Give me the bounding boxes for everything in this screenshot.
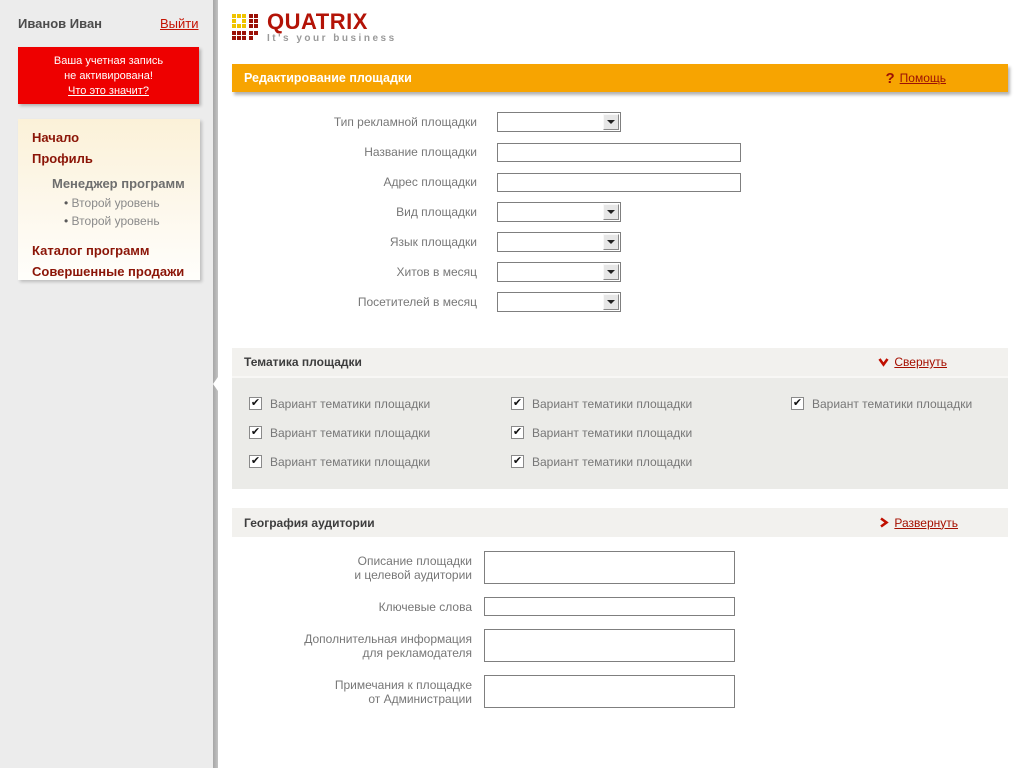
sidebar bbox=[0, 0, 213, 768]
form-row bbox=[232, 629, 1008, 662]
dropdown-button[interactable] bbox=[603, 294, 619, 310]
chevron-down-icon bbox=[878, 357, 889, 367]
form-row bbox=[232, 172, 1008, 192]
expand-toggle[interactable] bbox=[879, 508, 958, 537]
question-mark-icon: ? bbox=[885, 69, 895, 87]
site-edit-form bbox=[232, 112, 1008, 322]
checkbox-label: Вариант тематики площадки bbox=[532, 396, 693, 411]
page-header bbox=[232, 64, 1008, 92]
checkbox-label: Вариант тематики площадки bbox=[270, 425, 431, 440]
advertiser-info-textarea[interactable] bbox=[484, 629, 735, 662]
sidebar-item-program-catalog[interactable]: Каталог программ bbox=[32, 243, 150, 258]
dropdown-button[interactable] bbox=[603, 114, 619, 130]
page-title: Редактирование площадки bbox=[244, 71, 412, 85]
sidebar-item-completed-sales[interactable]: Совершенные продажи bbox=[32, 264, 185, 279]
chevron-right-icon bbox=[879, 517, 889, 528]
checkbox-label: Вариант тематики площадки bbox=[270, 396, 431, 411]
field-label: Тип рекламной площадки bbox=[333, 115, 477, 129]
topics-section bbox=[232, 348, 1008, 489]
site-address-input[interactable] bbox=[497, 173, 741, 192]
form-row bbox=[232, 232, 1008, 252]
topic-checkbox-item[interactable] bbox=[511, 455, 791, 468]
topics-column-1 bbox=[249, 397, 511, 489]
field-label: Название площадки bbox=[364, 145, 477, 159]
sidebar-item-second-level-2[interactable]: • Второй уровень bbox=[64, 215, 200, 227]
help-link[interactable]: Помощь bbox=[899, 71, 946, 85]
topic-checkbox-item[interactable] bbox=[511, 397, 791, 410]
checkbox-label: Вариант тематики площадки bbox=[270, 454, 431, 469]
field-label: Вид площадки bbox=[396, 205, 477, 219]
hits-per-month-select[interactable] bbox=[497, 262, 621, 282]
alert-line-2: не активирована! bbox=[64, 70, 153, 82]
field-label: Примечания к площадке от Администрации bbox=[334, 678, 472, 706]
field-label: Описание площадки и целевой аудитории bbox=[354, 554, 472, 582]
chevron-down-icon bbox=[607, 240, 615, 244]
topics-column-2 bbox=[511, 397, 791, 489]
dropdown-button[interactable] bbox=[603, 264, 619, 280]
field-label: Язык площадки bbox=[389, 235, 477, 249]
form-row bbox=[232, 202, 1008, 222]
site-type-select[interactable] bbox=[497, 112, 621, 132]
alert-help-link[interactable]: Что это значит? bbox=[68, 85, 149, 97]
checkbox-checked-icon[interactable]: ✔ bbox=[792, 397, 803, 409]
sidebar-collapse-handle[interactable] bbox=[213, 377, 218, 391]
checkbox-checked-icon[interactable]: ✔ bbox=[512, 455, 523, 467]
collapse-link[interactable]: Свернуть bbox=[894, 355, 947, 369]
account-alert bbox=[18, 47, 199, 104]
site-kind-select[interactable] bbox=[497, 202, 621, 222]
site-name-input[interactable] bbox=[497, 143, 741, 162]
alert-line-1: Ваша учетная запись bbox=[53, 55, 164, 67]
topic-checkbox-item[interactable] bbox=[791, 397, 1008, 410]
dropdown-button[interactable] bbox=[603, 204, 619, 220]
form-row bbox=[232, 675, 1008, 708]
field-label: Хитов в месяц bbox=[396, 265, 477, 279]
quatrix-logo-icon bbox=[232, 14, 259, 41]
sidebar-item-program-manager[interactable]: Менеджер программ bbox=[52, 176, 185, 191]
sidebar-menu bbox=[18, 119, 200, 280]
form-row bbox=[232, 142, 1008, 162]
logo-tagline: It's your business bbox=[267, 33, 397, 44]
admin-notes-textarea[interactable] bbox=[484, 675, 735, 708]
checkbox-checked-icon[interactable]: ✔ bbox=[512, 397, 523, 409]
expand-link[interactable]: Развернуть bbox=[894, 515, 958, 530]
checkbox-checked-icon[interactable]: ✔ bbox=[250, 455, 261, 467]
topics-checkbox-grid bbox=[232, 376, 1008, 489]
geography-section bbox=[232, 508, 1008, 537]
checkbox-checked-icon[interactable]: ✔ bbox=[512, 426, 523, 438]
chevron-down-icon bbox=[607, 210, 615, 214]
description-textarea[interactable] bbox=[484, 551, 735, 584]
chevron-down-icon bbox=[607, 120, 615, 124]
section-title: География аудитории bbox=[244, 515, 375, 530]
site-language-select[interactable] bbox=[497, 232, 621, 252]
topic-checkbox-item[interactable] bbox=[249, 397, 511, 410]
field-label: Ключевые слова bbox=[378, 600, 472, 614]
form-row bbox=[232, 112, 1008, 132]
sidebar-item-home[interactable]: Начало bbox=[32, 130, 80, 145]
quatrix-logo[interactable] bbox=[232, 11, 397, 44]
keywords-input[interactable] bbox=[484, 597, 735, 616]
field-label: Адрес площадки bbox=[383, 175, 477, 189]
form-row bbox=[232, 262, 1008, 282]
form-row bbox=[232, 551, 1008, 584]
help-button[interactable] bbox=[885, 64, 946, 92]
field-label: Дополнительная информация для рекламодателя bbox=[304, 632, 472, 660]
field-label: Посетителей в месяц bbox=[357, 295, 477, 309]
user-name: Иванов Иван bbox=[18, 16, 103, 31]
checkbox-label: Вариант тематики площадки bbox=[532, 454, 693, 469]
logo-title: QUATRIX bbox=[267, 9, 368, 34]
sidebar-item-second-level-1[interactable]: • Второй уровень bbox=[64, 197, 200, 209]
checkbox-checked-icon[interactable]: ✔ bbox=[250, 426, 261, 438]
geography-section-header bbox=[232, 508, 1008, 537]
form-row bbox=[232, 292, 1008, 312]
chevron-down-icon bbox=[607, 270, 615, 274]
checkbox-label: Вариант тематики площадки bbox=[532, 425, 693, 440]
dropdown-button[interactable] bbox=[603, 234, 619, 250]
checkbox-label: Вариант тематики площадки bbox=[812, 396, 973, 411]
chevron-down-icon bbox=[607, 300, 615, 304]
form-row bbox=[232, 597, 1008, 616]
topic-checkbox-item[interactable] bbox=[249, 426, 511, 439]
topic-checkbox-item[interactable] bbox=[249, 455, 511, 468]
collapse-toggle[interactable] bbox=[878, 348, 947, 376]
section-title: Тематика площадки bbox=[244, 355, 362, 369]
sidebar-item-profile[interactable]: Профиль bbox=[32, 151, 93, 166]
details-form bbox=[232, 551, 1008, 721]
topic-checkbox-item[interactable] bbox=[511, 426, 791, 439]
logout-link[interactable]: Выйти bbox=[160, 16, 199, 31]
visitors-per-month-select[interactable] bbox=[497, 292, 621, 312]
checkbox-checked-icon[interactable]: ✔ bbox=[250, 397, 261, 409]
topics-column-3 bbox=[791, 397, 1008, 489]
topics-section-header bbox=[232, 348, 1008, 376]
